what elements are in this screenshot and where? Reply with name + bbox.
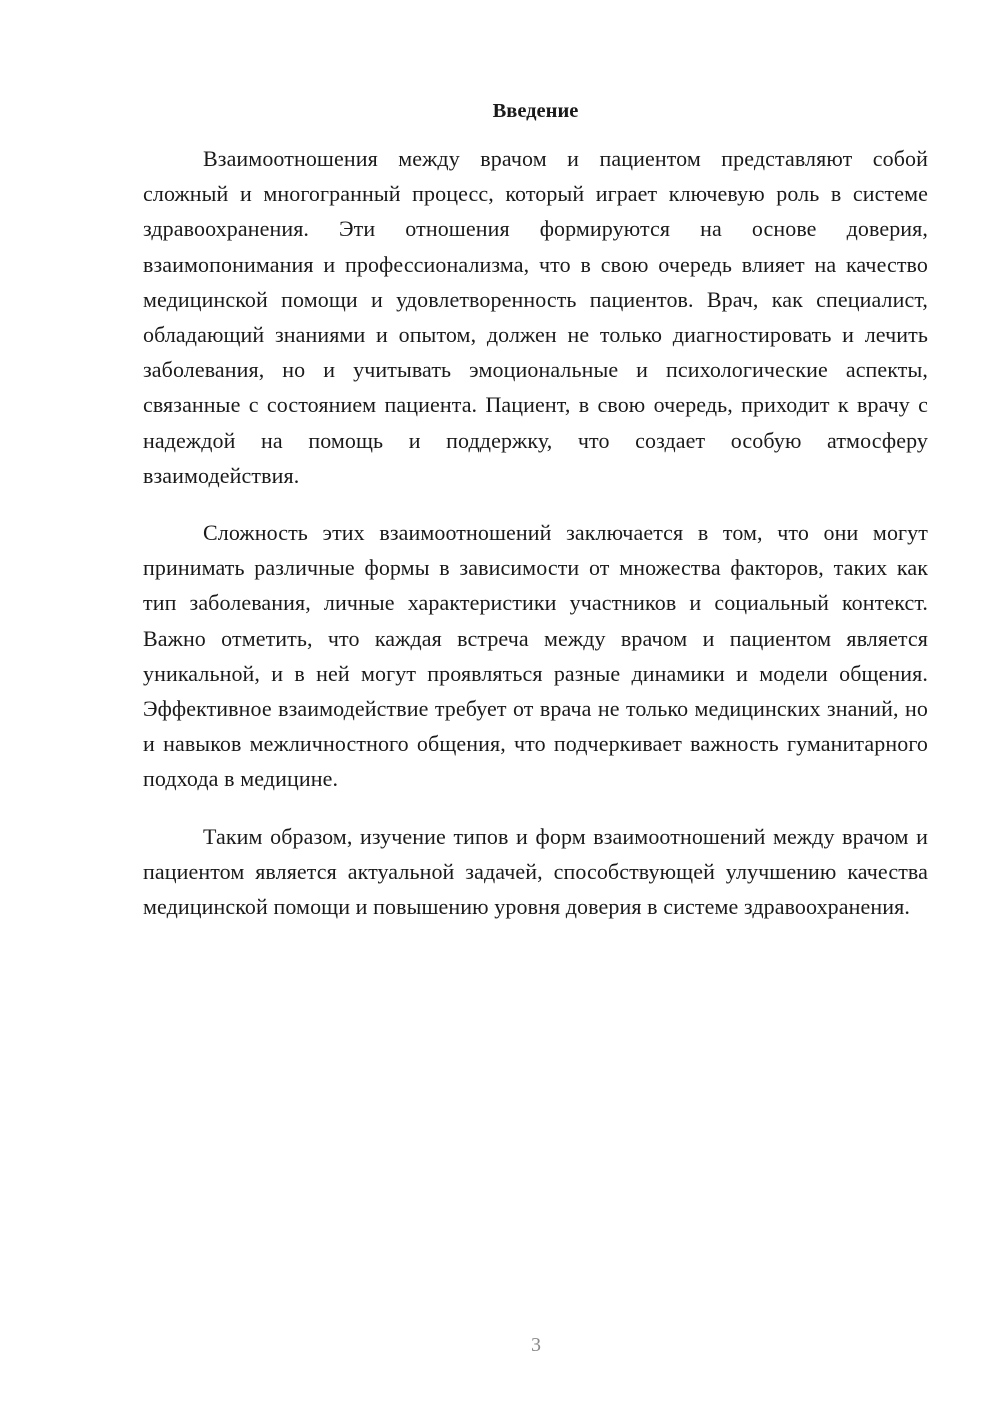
paragraph-1: Взаимоотношения между врачом и пациентом представляют собой сложный и многогранный процесс, который играет ключевую роль в системе здравоохранения. Эти отношения формируются на основе доверия, взаимопонимания и профессионализма, что в свою очередь влияет на качество медицинской помощи и удовлетворенность пациентов. Врач, как специалист, обладающий знаниями и опытом, должен не только диагностировать и лечить заболевания, но и учитывать эмоциональные и психологические аспекты, связанные с состоянием пациента. Пациент, в свою очередь, приходит к врачу с надеждой на помощь и поддержку, что создает особую атмосферу взаимодействия. — [143, 146, 928, 488]
page-number: 3 — [531, 1334, 541, 1356]
paragraph-3: Таким образом, изучение типов и форм взаимоотношений между врачом и пациентом является актуальной задачей, способствующей улучшению качества медицинской помощи и повышению уровня доверия в системе здравоохранения. — [143, 823, 928, 920]
section-title: Введение — [492, 100, 579, 122]
page-content — [143, 96, 928, 946]
paragraph-2: Сложность этих взаимоотношений заключается в том, что они могут принимать различные формы в зависимости от множества факторов, таких как тип заболевания, личные характеристики участников и социальный контекст. Важно отметить, что каждая встреча между врачом и пациентом является уникальной, и в ней могут проявляться разные динамики и модели общения. Эффективное взаимодействие требует от врача не только медицинских знаний, но и навыков межличностного общения, что подчеркивает важность гуманитарного подхода в медицине. — [143, 520, 928, 792]
